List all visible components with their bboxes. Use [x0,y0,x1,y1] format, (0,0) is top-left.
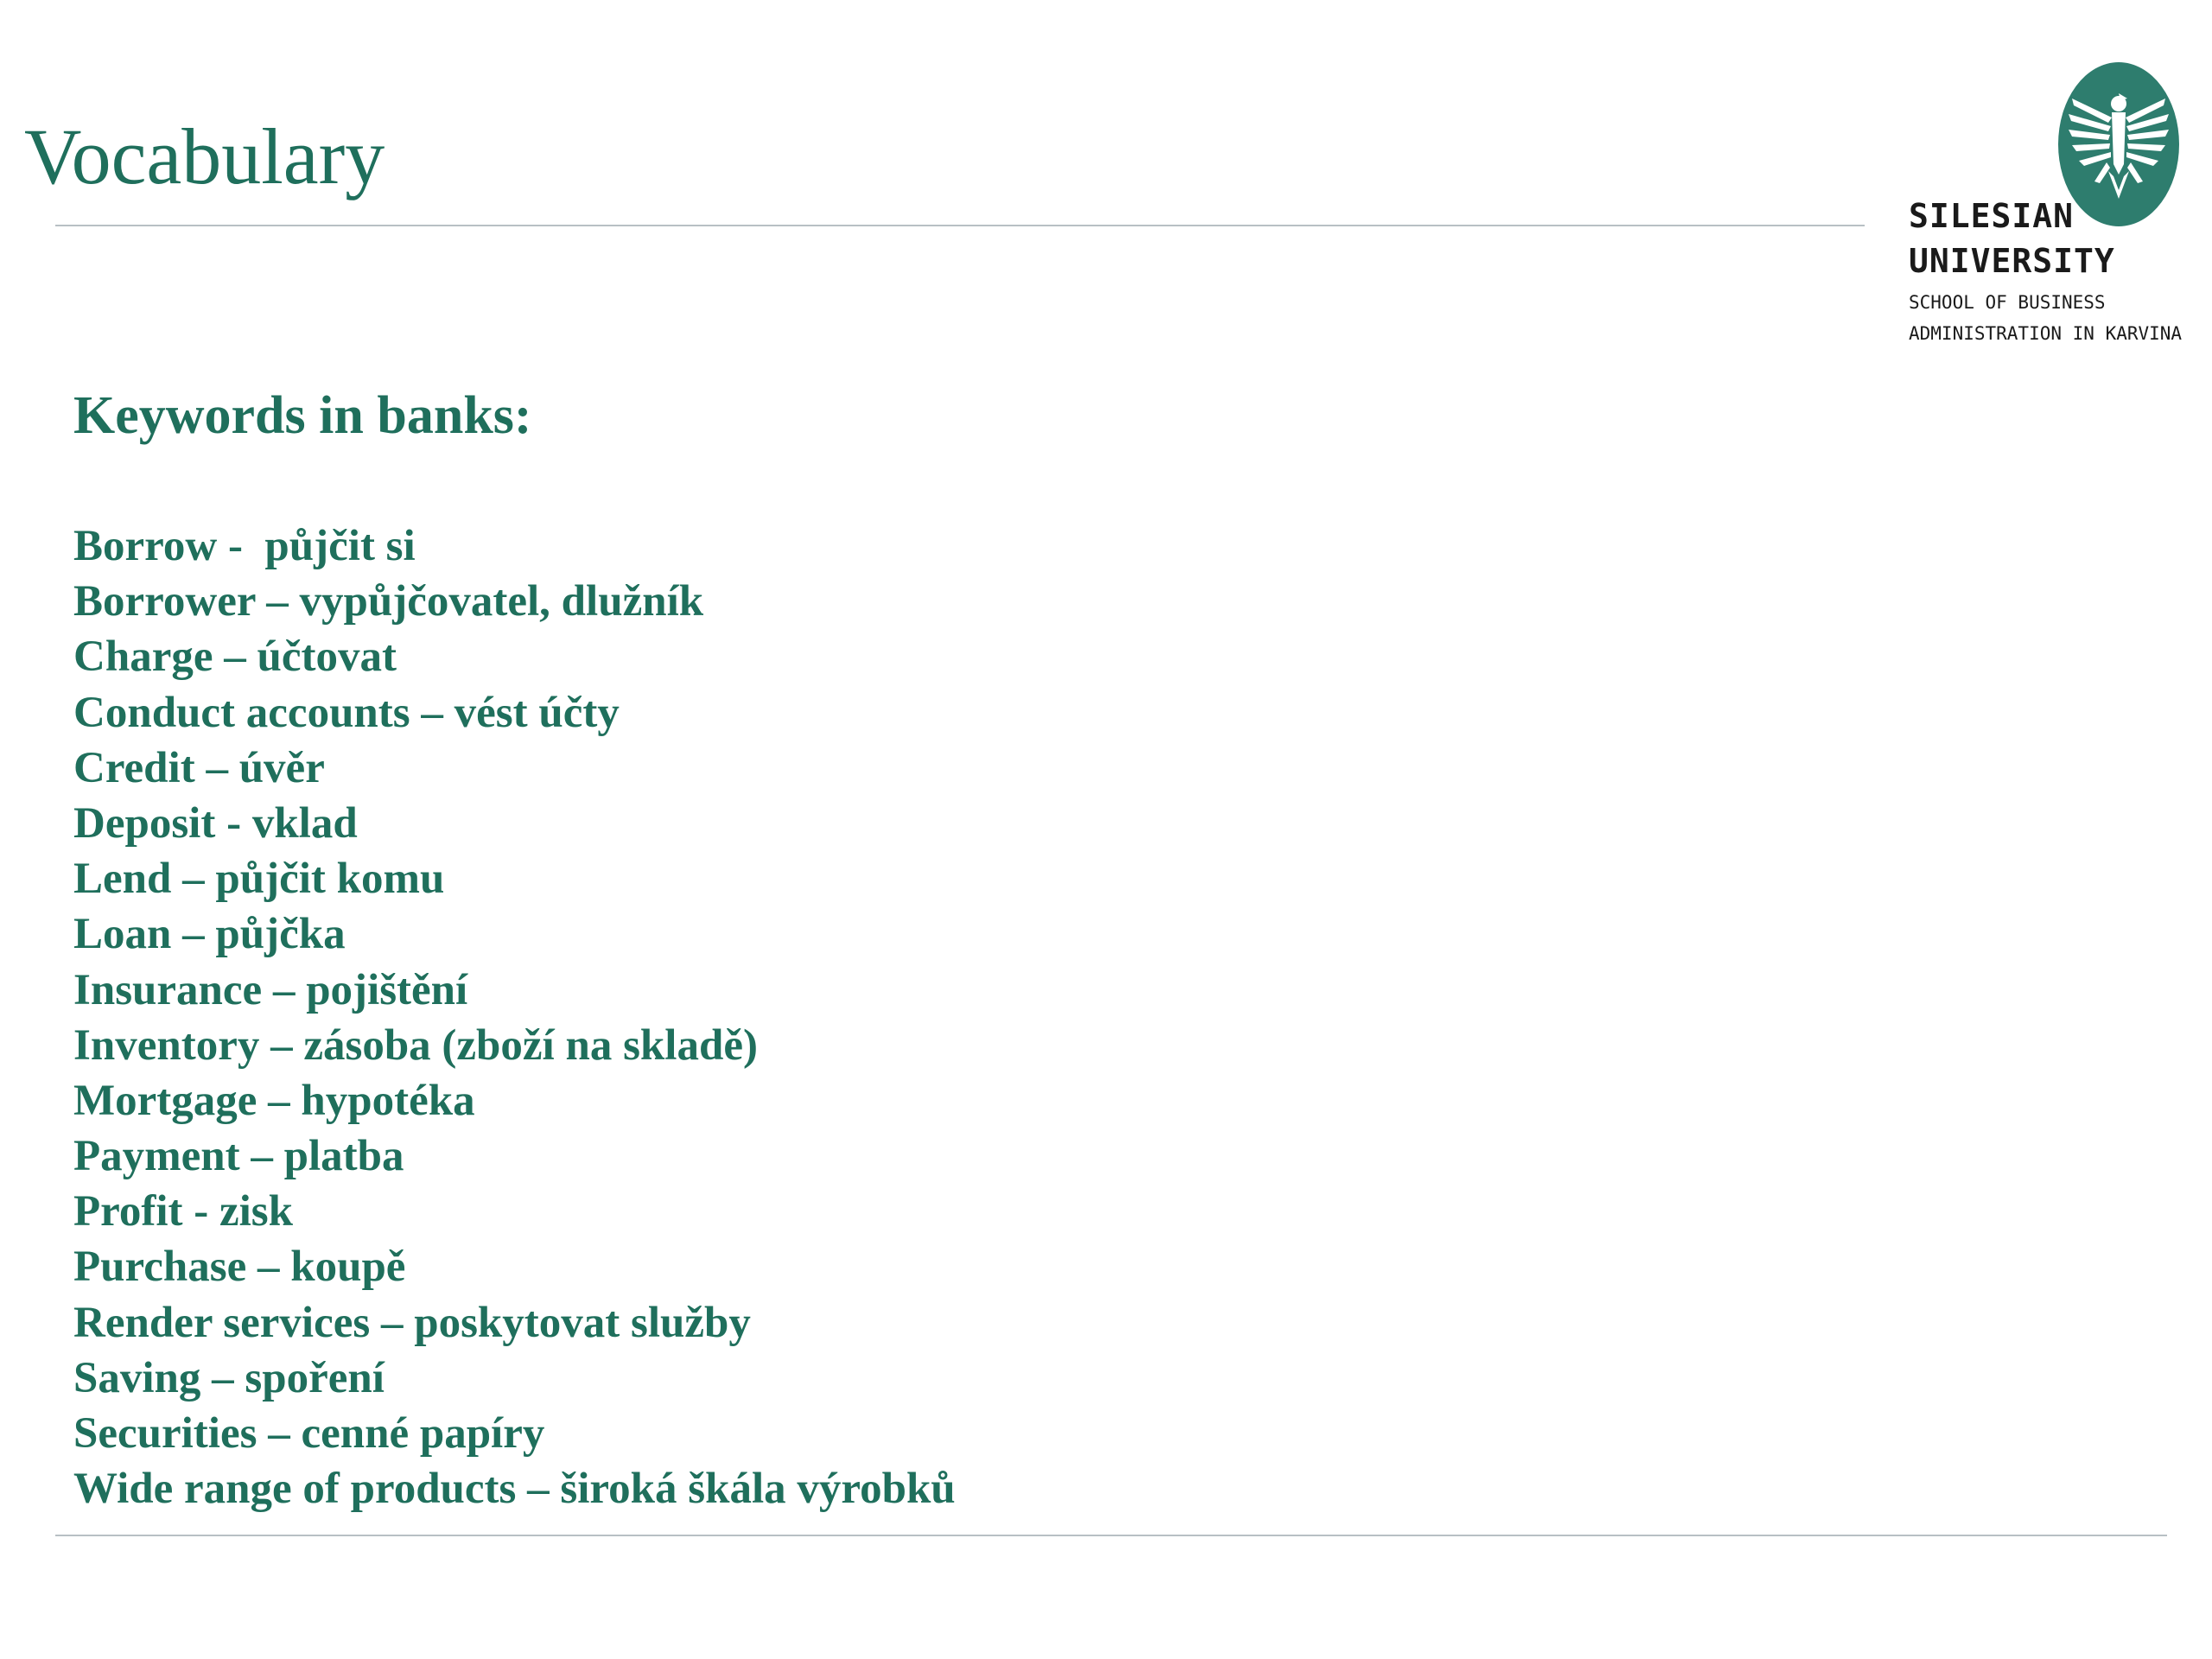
top-divider [55,225,1865,226]
university-logo [1905,60,2182,354]
bottom-divider [55,1535,2167,1536]
vocabulary-item: Mortgage – hypotéka [73,1076,475,1125]
vocabulary-item: Loan – půjčka [73,910,346,959]
vocabulary-item: Credit – úvěr [73,743,325,792]
vocabulary-item: Saving – spoření [73,1353,385,1402]
vocabulary-list [73,518,956,1516]
vocabulary-item: Wide range of products – široká škála výrobků [73,1465,956,1514]
vocabulary-item: Lend – půjčit komu [73,855,445,904]
logo-text-silesian: SILESIAN [1909,197,2075,235]
eagle-emblem-icon [2056,60,2182,229]
section-heading: Keywords in banks: [73,386,532,445]
vocabulary-item: Insurance – pojištění [73,965,468,1014]
vocabulary-item: Inventory – zásoba (zboží na skladě) [73,1020,758,1070]
vocabulary-item: Purchase – koupě [73,1243,406,1292]
vocabulary-item: Profit - zisk [73,1187,294,1236]
vocabulary-item: Securities – cenné papíry [73,1409,545,1458]
vocabulary-item: Deposit - vklad [73,798,358,848]
vocabulary-item: Borrower – vypůjčovatel, dlužník [73,577,704,626]
vocabulary-item: Payment – platba [73,1132,404,1181]
vocabulary-item: Render services – poskytovat služby [73,1298,751,1347]
vocabulary-item: Conduct accounts – vést účty [73,688,620,737]
logo-text-university: UNIVERSITY [1909,242,2115,280]
logo-text-school: SCHOOL OF BUSINESS [1909,292,2106,313]
logo-text-administration: ADMINISTRATION IN KARVINA [1909,323,2183,344]
slide-title: Vocabulary [24,112,385,200]
vocabulary-item: Borrow - půjčit si [73,522,416,570]
vocabulary-item: Charge – účtovat [73,632,397,682]
